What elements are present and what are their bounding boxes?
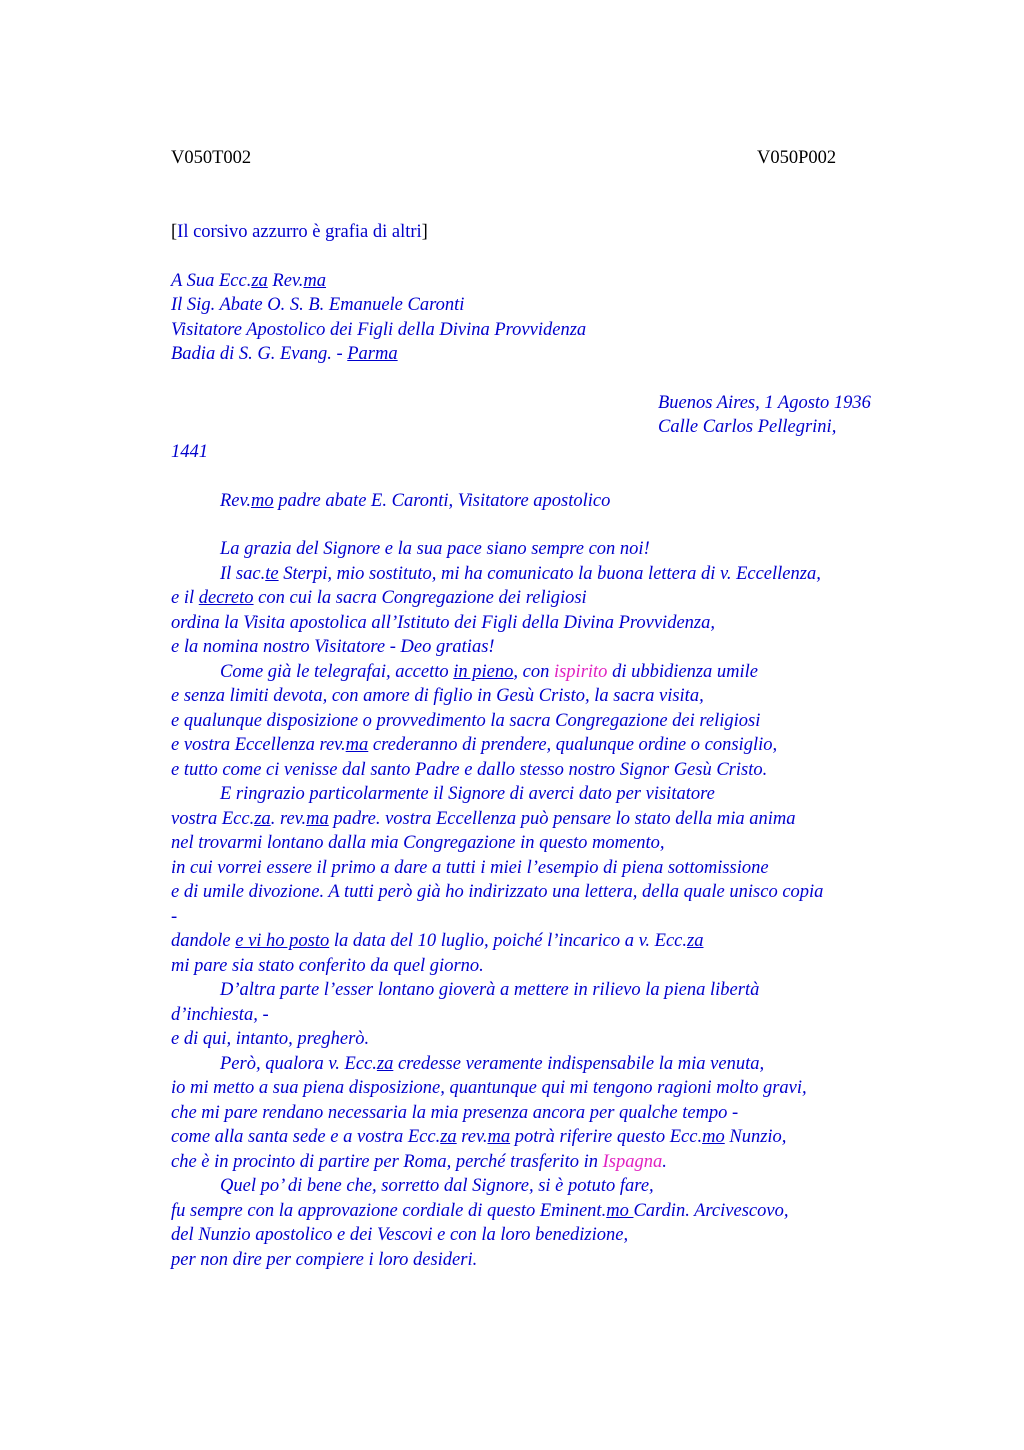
body-line-25: come alla santa sede e a vostra Ecc.za rev.ma potrà riferire questo Ecc.mo Nunzio, (171, 1127, 787, 1147)
address-line-4: Badia di S. G. Evang. - Parma (171, 344, 398, 364)
body-line-10: e tutto come ci venisse dal santo Padre e dallo stesso nostro Signor Gesù Cristo. (171, 760, 768, 780)
body-line-8: e qualunque disposizione o provvedimento la sacra Congregazione dei religiosi (171, 711, 761, 731)
body-line-12: vostra Ecc.za. rev.ma padre. vostra Eccellenza può pensare lo stato della mia anima (171, 809, 796, 829)
document-code-left: V050T002 (171, 148, 252, 168)
body-line-22: Però, qualora v. Ecc.za credesse veramente indispensabile la mia venuta, (220, 1054, 765, 1074)
body-line-7: e senza limiti devota, con amore di figlio in Gesù Cristo, la sacra visita, (171, 686, 704, 706)
dateline-street: Calle Carlos Pellegrini, (658, 417, 837, 437)
dateline-date: Buenos Aires, 1 Agosto 1936 (658, 393, 871, 413)
body-line-20: d’inchiesta, - (171, 1005, 269, 1025)
body-line-13: nel trovarmi lontano dalla mia Congregazione in questo momento, (171, 833, 665, 853)
body-line-28: fu sempre con la approvazione cordiale di questo Eminent.mo Cardin. Arcivescovo, (171, 1201, 789, 1221)
address-line-1: A Sua Ecc.za Rev.ma (171, 271, 327, 291)
body-line-16: - (171, 907, 178, 927)
address-line-2: Il Sig. Abate O. S. B. Emanuele Caronti (171, 295, 465, 315)
document-code-right: V050P002 (757, 148, 837, 168)
body-line-1: La grazia del Signore e la sua pace siano sempre con noi! (220, 539, 650, 559)
highlight-word: Ispagna (602, 1152, 663, 1172)
editorial-note-text: Il corsivo azzurro è grafia di altri (177, 222, 422, 242)
body-line-4: ordina la Visita apostolica all’Istituto dei Figli della Divina Provvidenza, (171, 613, 715, 633)
body-line-26: che è in procinto di partire per Roma, perché trasferito in Ispagna. (171, 1152, 667, 1172)
body-line-27: Quel po’ di bene che, sorretto dal Signore, si è potuto fare, (220, 1176, 654, 1196)
body-line-17: dandole e vi ho posto la data del 10 luglio, poiché l’incarico a v. Ecc.za (171, 931, 704, 951)
body-line-2: Il sac.te Sterpi, mio sostituto, mi ha comunicato la buona lettera di v. Eccellenza, (220, 564, 821, 584)
body-line-9: e vostra Eccellenza rev.ma crederanno di prendere, qualunque ordine o consiglio, (171, 735, 778, 755)
body-line-15: e di umile divozione. A tutti però già ho indirizzato una lettera, della quale unisco copia (171, 882, 824, 902)
body-line-19: D’altra parte l’esser lontano gioverà a mettere in rilievo la piena libertà (220, 980, 760, 1000)
body-line-21: e di qui, intanto, pregherò. (171, 1029, 370, 1049)
body-line-5: e la nomina nostro Visitatore - Deo gratias! (171, 637, 495, 657)
body-line-14: in cui vorrei essere il primo a dare a tutti i miei l’esempio di piena sottomissione (171, 858, 769, 878)
salutation: Rev.mo padre abate E. Caronti, Visitatore apostolico (220, 491, 611, 511)
body-line-3: e il decreto con cui la sacra Congregazione dei religiosi (171, 588, 587, 608)
highlight-word: ispirito (553, 662, 608, 682)
body-line-18: mi pare sia stato conferito da quel giorno. (171, 956, 484, 976)
body-line-30: per non dire per compiere i loro desideri. (171, 1250, 478, 1270)
dateline-number: 1441 (171, 442, 208, 462)
body-line-29: del Nunzio apostolico e dei Vescovi e con la loro benedizione, (171, 1225, 629, 1245)
address-line-3: Visitatore Apostolico dei Figli della Divina Provvidenza (171, 320, 587, 340)
body-line-11: E ringrazio particolarmente il Signore di averci dato per visitatore (220, 784, 715, 804)
body-line-23: io mi metto a sua piena disposizione, quantunque qui mi tengono ragioni molto gravi, (171, 1078, 807, 1098)
editorial-note: [Il corsivo azzurro è grafia di altri] (171, 222, 428, 242)
body-line-6: Come già le telegrafai, accetto in pieno, con ispirito di ubbidienza umile (220, 662, 758, 682)
body-line-24: che mi pare rendano necessaria la mia presenza ancora per qualche tempo - (171, 1103, 739, 1123)
